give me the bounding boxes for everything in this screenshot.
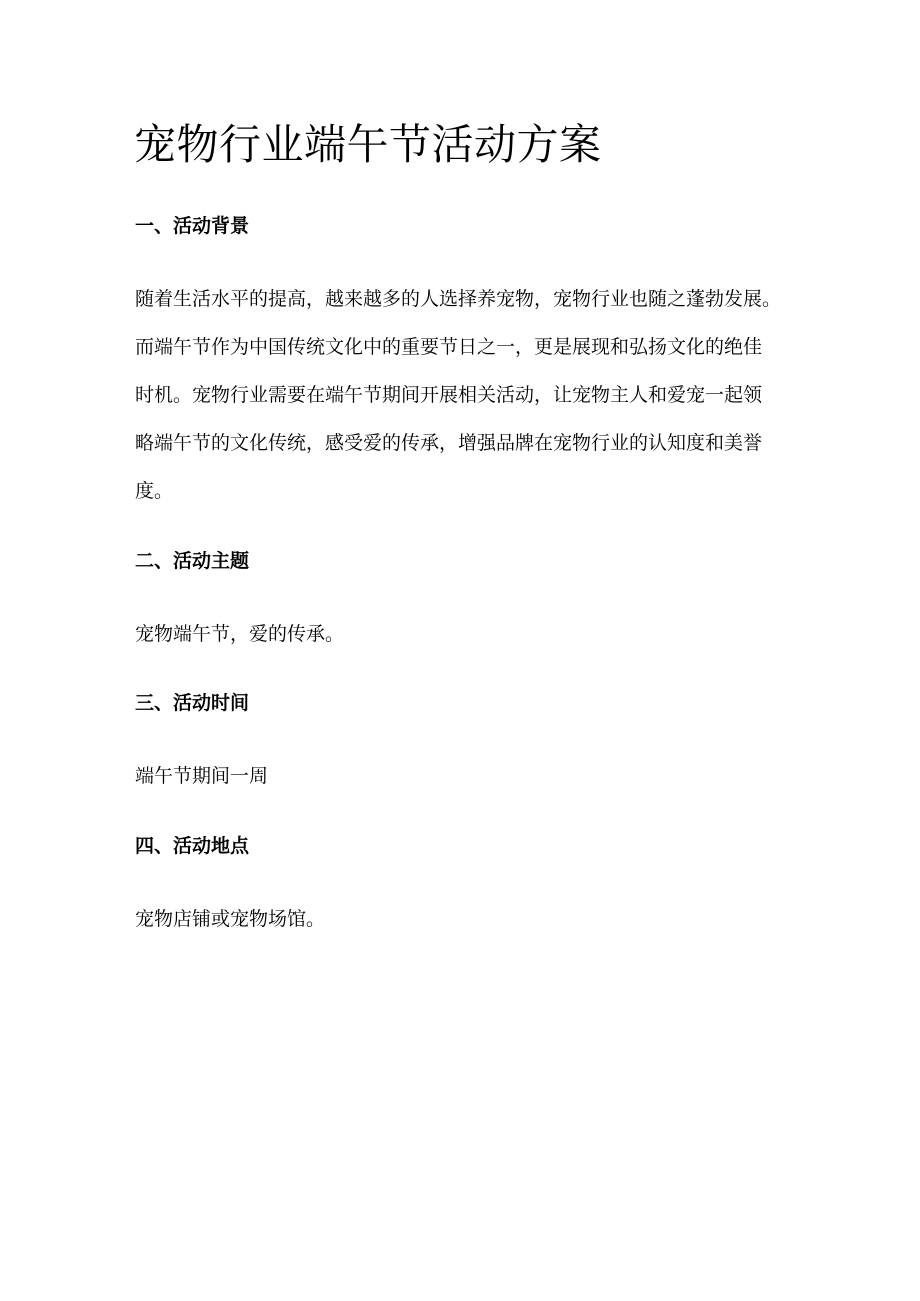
paragraph-line: 度。 [135, 480, 174, 502]
section-heading-background: 一、活动背景 [135, 215, 250, 237]
section-heading-location: 四、活动地点 [135, 835, 250, 857]
paragraph-line: 而端午节作为中国传统文化中的重要节日之一，更是展现和弘扬文化的绝佳 [135, 336, 763, 358]
section-heading-time: 三、活动时间 [135, 692, 250, 714]
section-body-background [135, 286, 795, 526]
paragraph-line: 时机。宠物行业需要在端午节期间开展相关活动，让宠物主人和爱宠一起领 [135, 384, 763, 406]
paragraph-line: 随着生活水平的提高，越来越多的人选择养宠物，宠物行业也随之蓬勃发展。 [135, 288, 782, 310]
section-heading-theme: 二、活动主题 [135, 550, 250, 572]
section-body-theme: 宠物端午节，爱的传承。 [135, 623, 345, 645]
section-body-location: 宠物店铺或宠物场馆。 [135, 908, 326, 930]
paragraph-line: 略端午节的文化传统，感受爱的传承，增强品牌在宠物行业的认知度和美誉 [135, 432, 763, 454]
section-body-time: 端午节期间一周 [135, 765, 269, 787]
document-title: 宠物行业端午节活动方案 [134, 120, 602, 169]
